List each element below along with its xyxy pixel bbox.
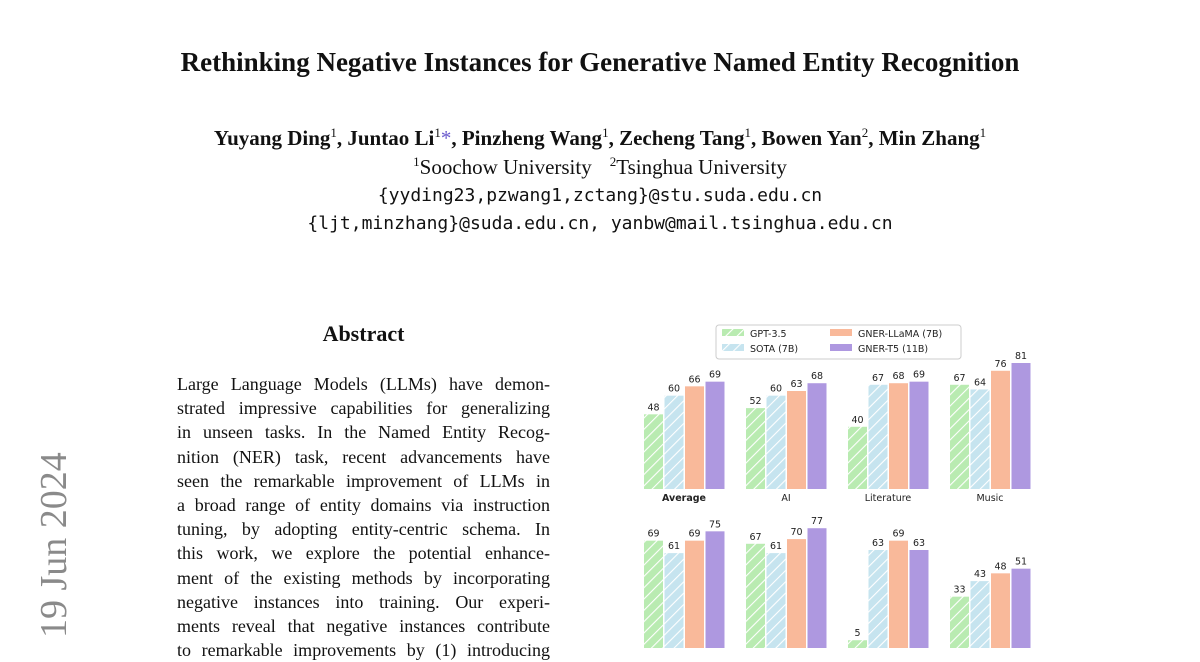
author-name: Juntao Li [347,126,435,150]
chart-bar [685,386,704,489]
legend-label: GPT-3.5 [750,329,787,340]
abstract-line: Large Language Models (LLMs) have demon- [177,374,550,394]
corresponding-author-mark: * [440,126,452,150]
chart-bar [706,531,725,648]
bar-value-label: 77 [810,516,824,528]
bar-value-label: 33 [953,584,966,596]
chart-bar [665,396,684,489]
bar-value-label: 68 [810,371,824,383]
bar-value-label: 63 [912,538,926,549]
panel-label: Average [662,493,706,504]
chart-bar [767,553,786,648]
chart-bar [746,408,765,489]
abstract-line: in unseen tasks. In the Named Entity Recog- [177,422,550,443]
bar-value-label: 63 [871,538,885,549]
bar-value-label: 69 [688,528,701,540]
chart-bar [950,597,969,648]
chart-bar [971,581,990,648]
legend-label: SOTA (7B) [750,344,799,355]
bar-value-label: 69 [892,528,905,540]
bar-value-label: 75 [708,519,722,531]
abstract-line: nition (NER) task, recent advancements have [177,446,550,467]
bar-value-label: 63 [790,379,803,390]
panel-label: Music [976,493,1004,504]
bar-value-label: 51 [1014,556,1028,568]
chart-bar [848,427,867,489]
chart-panel [950,557,1031,648]
chart-panel [746,516,827,648]
chart-bar [889,383,908,489]
bar-value-label: 67 [953,372,966,384]
bar-value-label: 81 [1014,351,1028,362]
chart-bar [808,383,827,489]
paper-title: Rethinking Negative Instances for Generative Named Entity Recognition [180,47,1020,77]
affiliation-name: Tsinghua University [616,155,787,179]
author-name: Bowen Yan [761,126,862,150]
chart-bar [971,389,990,489]
chart-bar [869,550,888,648]
author-name: Min Zhang [878,126,980,150]
chart-bar [685,541,704,648]
abstract-line: ment of the existing methods by incorporating [177,567,550,588]
chart-bar [910,550,929,648]
bar-value-label: 67 [871,372,885,384]
abstract-line: tuning, by adopting entity-centric schema. In [177,519,550,540]
chart-panel [950,351,1031,504]
author-affiliation-mark: 2 [861,125,869,140]
arxiv-date-watermark: 19 Jun 2024 [33,452,75,638]
bar-value-label: 69 [708,369,722,381]
author-affiliation-mark: 1 [330,125,337,140]
bar-value-label: 70 [790,527,803,539]
affiliation-mark: 2 [609,154,617,169]
legend-swatch [722,344,744,351]
bar-value-label: 43 [973,569,987,581]
abstract-body [177,372,550,662]
legend-swatch [830,329,852,336]
chart-bar [950,385,969,489]
author-name: Yuyang Ding [213,126,331,150]
bar-value-label: 69 [647,528,660,540]
abstract-line: strated impressive capabilities for generalizing [177,398,550,419]
chart-bar [910,382,929,489]
author-affiliation-mark: 1 [434,125,441,140]
chart-bar [787,391,806,489]
chart-legend [716,325,961,359]
author-name: Pinzheng Wang [461,126,603,150]
legend-label: GNER-T5 (11B) [858,344,929,355]
chart-bar [991,573,1010,648]
chart-panel [644,370,725,504]
bar-value-label: 60 [667,383,681,395]
bar-value-label: 68 [892,371,905,383]
author-affiliation-mark: 1 [602,125,609,140]
email-line: {ljt,minzhang}@suda.edu.cn, yanbw@mail.tsinghua.edu.cn [307,213,893,234]
bar-chart-figure [630,318,1040,648]
legend-swatch [722,329,744,336]
bar-value-label: 61 [769,541,783,553]
bar-value-label: 76 [994,358,1007,370]
chart-bar [1012,363,1031,489]
chart-bar [808,528,827,648]
abstract-line: to remarkable improvements by (1) introducing [177,640,550,661]
chart-bar [991,371,1010,489]
author-name: Zecheng Tang [619,126,745,150]
chart-panel [848,529,929,648]
bar-value-label: 52 [749,396,762,408]
bar-value-label: 5 [854,628,861,640]
chart-panel [848,370,929,504]
chart-panel [644,519,725,648]
author-affiliation-mark: 1 [979,125,987,140]
abstract-line: seen the remarkable improvement of LLMs in [177,470,550,491]
chart-bar [767,396,786,489]
bar-value-label: 66 [688,374,701,386]
bar-value-label: 69 [912,369,926,381]
author-affiliation-mark: 1 [744,125,752,140]
abstract-line: a broad range of entity domains via instruction [177,495,550,516]
legend-swatch [830,344,852,351]
abstract-line: ments reveal that negative instances contribute [177,616,550,637]
chart-bar [787,539,806,648]
affiliations [0,155,1200,180]
chart-bar [746,544,765,648]
author-list: Yuyang Ding$^1$, Juntao Li$^1$*, Pinzheng Wang$^1$, Zecheng Tang$^1$, Bowen Yan$^2$, Min Zhang$^1$ [213,125,987,150]
bar-value-label: 40 [851,414,864,426]
chart-bar [869,385,888,489]
bar-value-label: 64 [973,377,987,389]
chart-bar [889,541,908,648]
bar-value-label: 67 [749,531,762,543]
bar-value-label: 48 [994,561,1007,573]
bar-value-label: 60 [769,383,783,395]
panel-label: Literature [864,493,912,504]
affiliation-mark: 1 [413,154,420,169]
chart-bar [848,640,867,648]
abstract-line: negative instances into training. Our experi- [177,591,550,612]
chart-bar [1012,569,1031,648]
bar-value-label: 48 [647,402,660,414]
affiliation-name: Soochow University [419,155,592,179]
abstract-line: this work, we explore the potential enhance- [177,543,550,564]
legend-label: GNER-LLaMA (7B) [858,329,943,340]
chart-bar [706,382,725,489]
panel-label: AI [781,493,791,504]
chart-bar [644,541,663,648]
chart-panel [746,371,827,504]
abstract-heading: Abstract [322,321,405,346]
chart-bar [644,414,663,489]
email-line: {yyding23,pzwang1,zctang}@stu.suda.edu.cn [377,185,823,206]
chart-bar [665,553,684,648]
bar-value-label: 61 [667,541,681,553]
